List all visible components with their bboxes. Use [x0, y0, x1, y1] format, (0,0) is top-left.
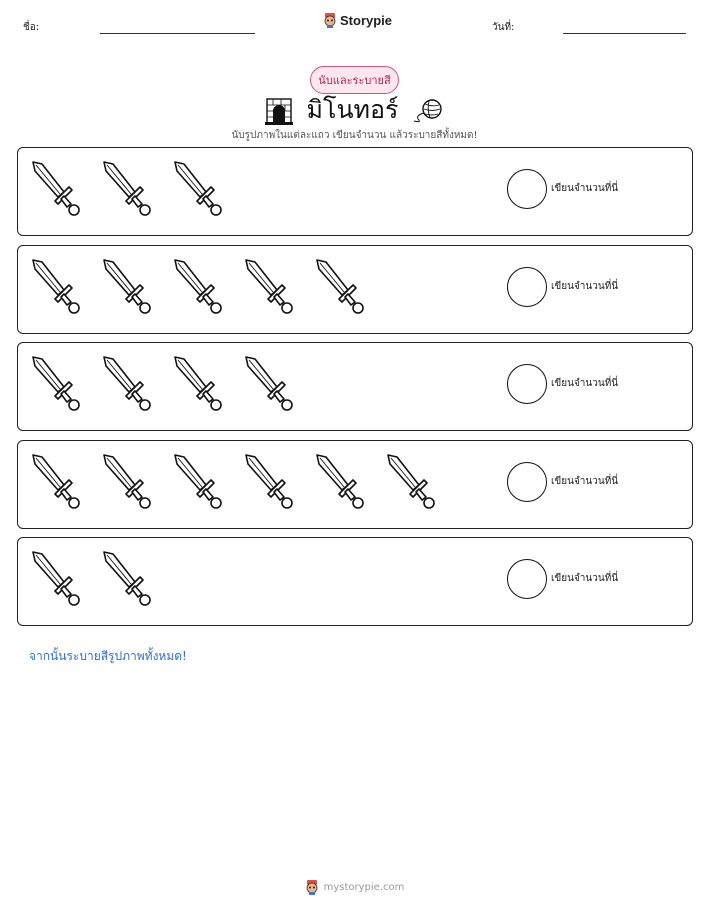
sword-icon[interactable] [30, 452, 82, 510]
sword-group [30, 452, 437, 510]
sword-icon[interactable] [314, 452, 366, 510]
brand-name: Storypie [340, 12, 393, 28]
name-label: ชื่อ: [23, 22, 40, 33]
yarn-ball-icon [412, 97, 444, 123]
answer-circle[interactable] [507, 267, 547, 307]
counting-row [17, 342, 693, 431]
labyrinth-gate-icon [265, 95, 293, 125]
write-number-label: เขียนจำนวนที่นี่ [551, 183, 619, 194]
sword-icon[interactable] [314, 257, 366, 315]
answer-circle[interactable] [507, 462, 547, 502]
write-number-label: เขียนจำนวนที่นี่ [551, 573, 619, 584]
storypie-mascot-icon [305, 879, 319, 895]
write-number-label: เขียนจำนวนที่นี่ [551, 378, 619, 389]
sword-icon[interactable] [243, 354, 295, 412]
brand-logo [323, 12, 392, 28]
sword-icon[interactable] [101, 549, 153, 607]
sword-icon[interactable] [30, 549, 82, 607]
answer-circle[interactable] [507, 559, 547, 599]
activity-badge: นับและระบายสี [310, 66, 399, 94]
name-line[interactable] [100, 33, 255, 34]
storypie-mascot-icon [323, 12, 337, 28]
date-line[interactable] [563, 33, 686, 34]
write-number-label: เขียนจำนวนที่นี่ [551, 476, 619, 487]
sword-group [30, 159, 224, 217]
sword-icon[interactable] [172, 159, 224, 217]
sword-icon[interactable] [172, 452, 224, 510]
sword-icon[interactable] [30, 257, 82, 315]
counting-row [17, 440, 693, 529]
sword-group [30, 354, 295, 412]
sword-icon[interactable] [30, 354, 82, 412]
sword-group [30, 257, 366, 315]
sword-icon[interactable] [101, 159, 153, 217]
sword-group [30, 549, 153, 607]
coloring-instruction: จากนั้นระบายสีรูปภาพทั้งหมด! [29, 649, 187, 663]
sword-icon[interactable] [101, 354, 153, 412]
sword-icon[interactable] [101, 452, 153, 510]
sword-icon[interactable] [172, 354, 224, 412]
date-label: วันที่: [492, 22, 515, 33]
counting-row [17, 537, 693, 626]
sword-icon[interactable] [243, 452, 295, 510]
counting-row [17, 147, 693, 236]
answer-circle[interactable] [507, 364, 547, 404]
counting-row [17, 245, 693, 334]
page-title: มิโนทอร์ [306, 95, 399, 124]
footer-url: mystorypie.com [323, 881, 405, 893]
sword-icon[interactable] [172, 257, 224, 315]
sword-icon[interactable] [30, 159, 82, 217]
write-number-label: เขียนจำนวนที่นี่ [551, 281, 619, 292]
answer-circle[interactable] [507, 169, 547, 209]
sword-icon[interactable] [385, 452, 437, 510]
instructions-subtitle: นับรูปภาพในแต่ละแถว เขียนจำนวน แล้วระบายสีทั้งหมด! [231, 130, 478, 141]
sword-icon[interactable] [243, 257, 295, 315]
title-row [0, 90, 709, 130]
footer [0, 879, 709, 895]
sword-icon[interactable] [101, 257, 153, 315]
